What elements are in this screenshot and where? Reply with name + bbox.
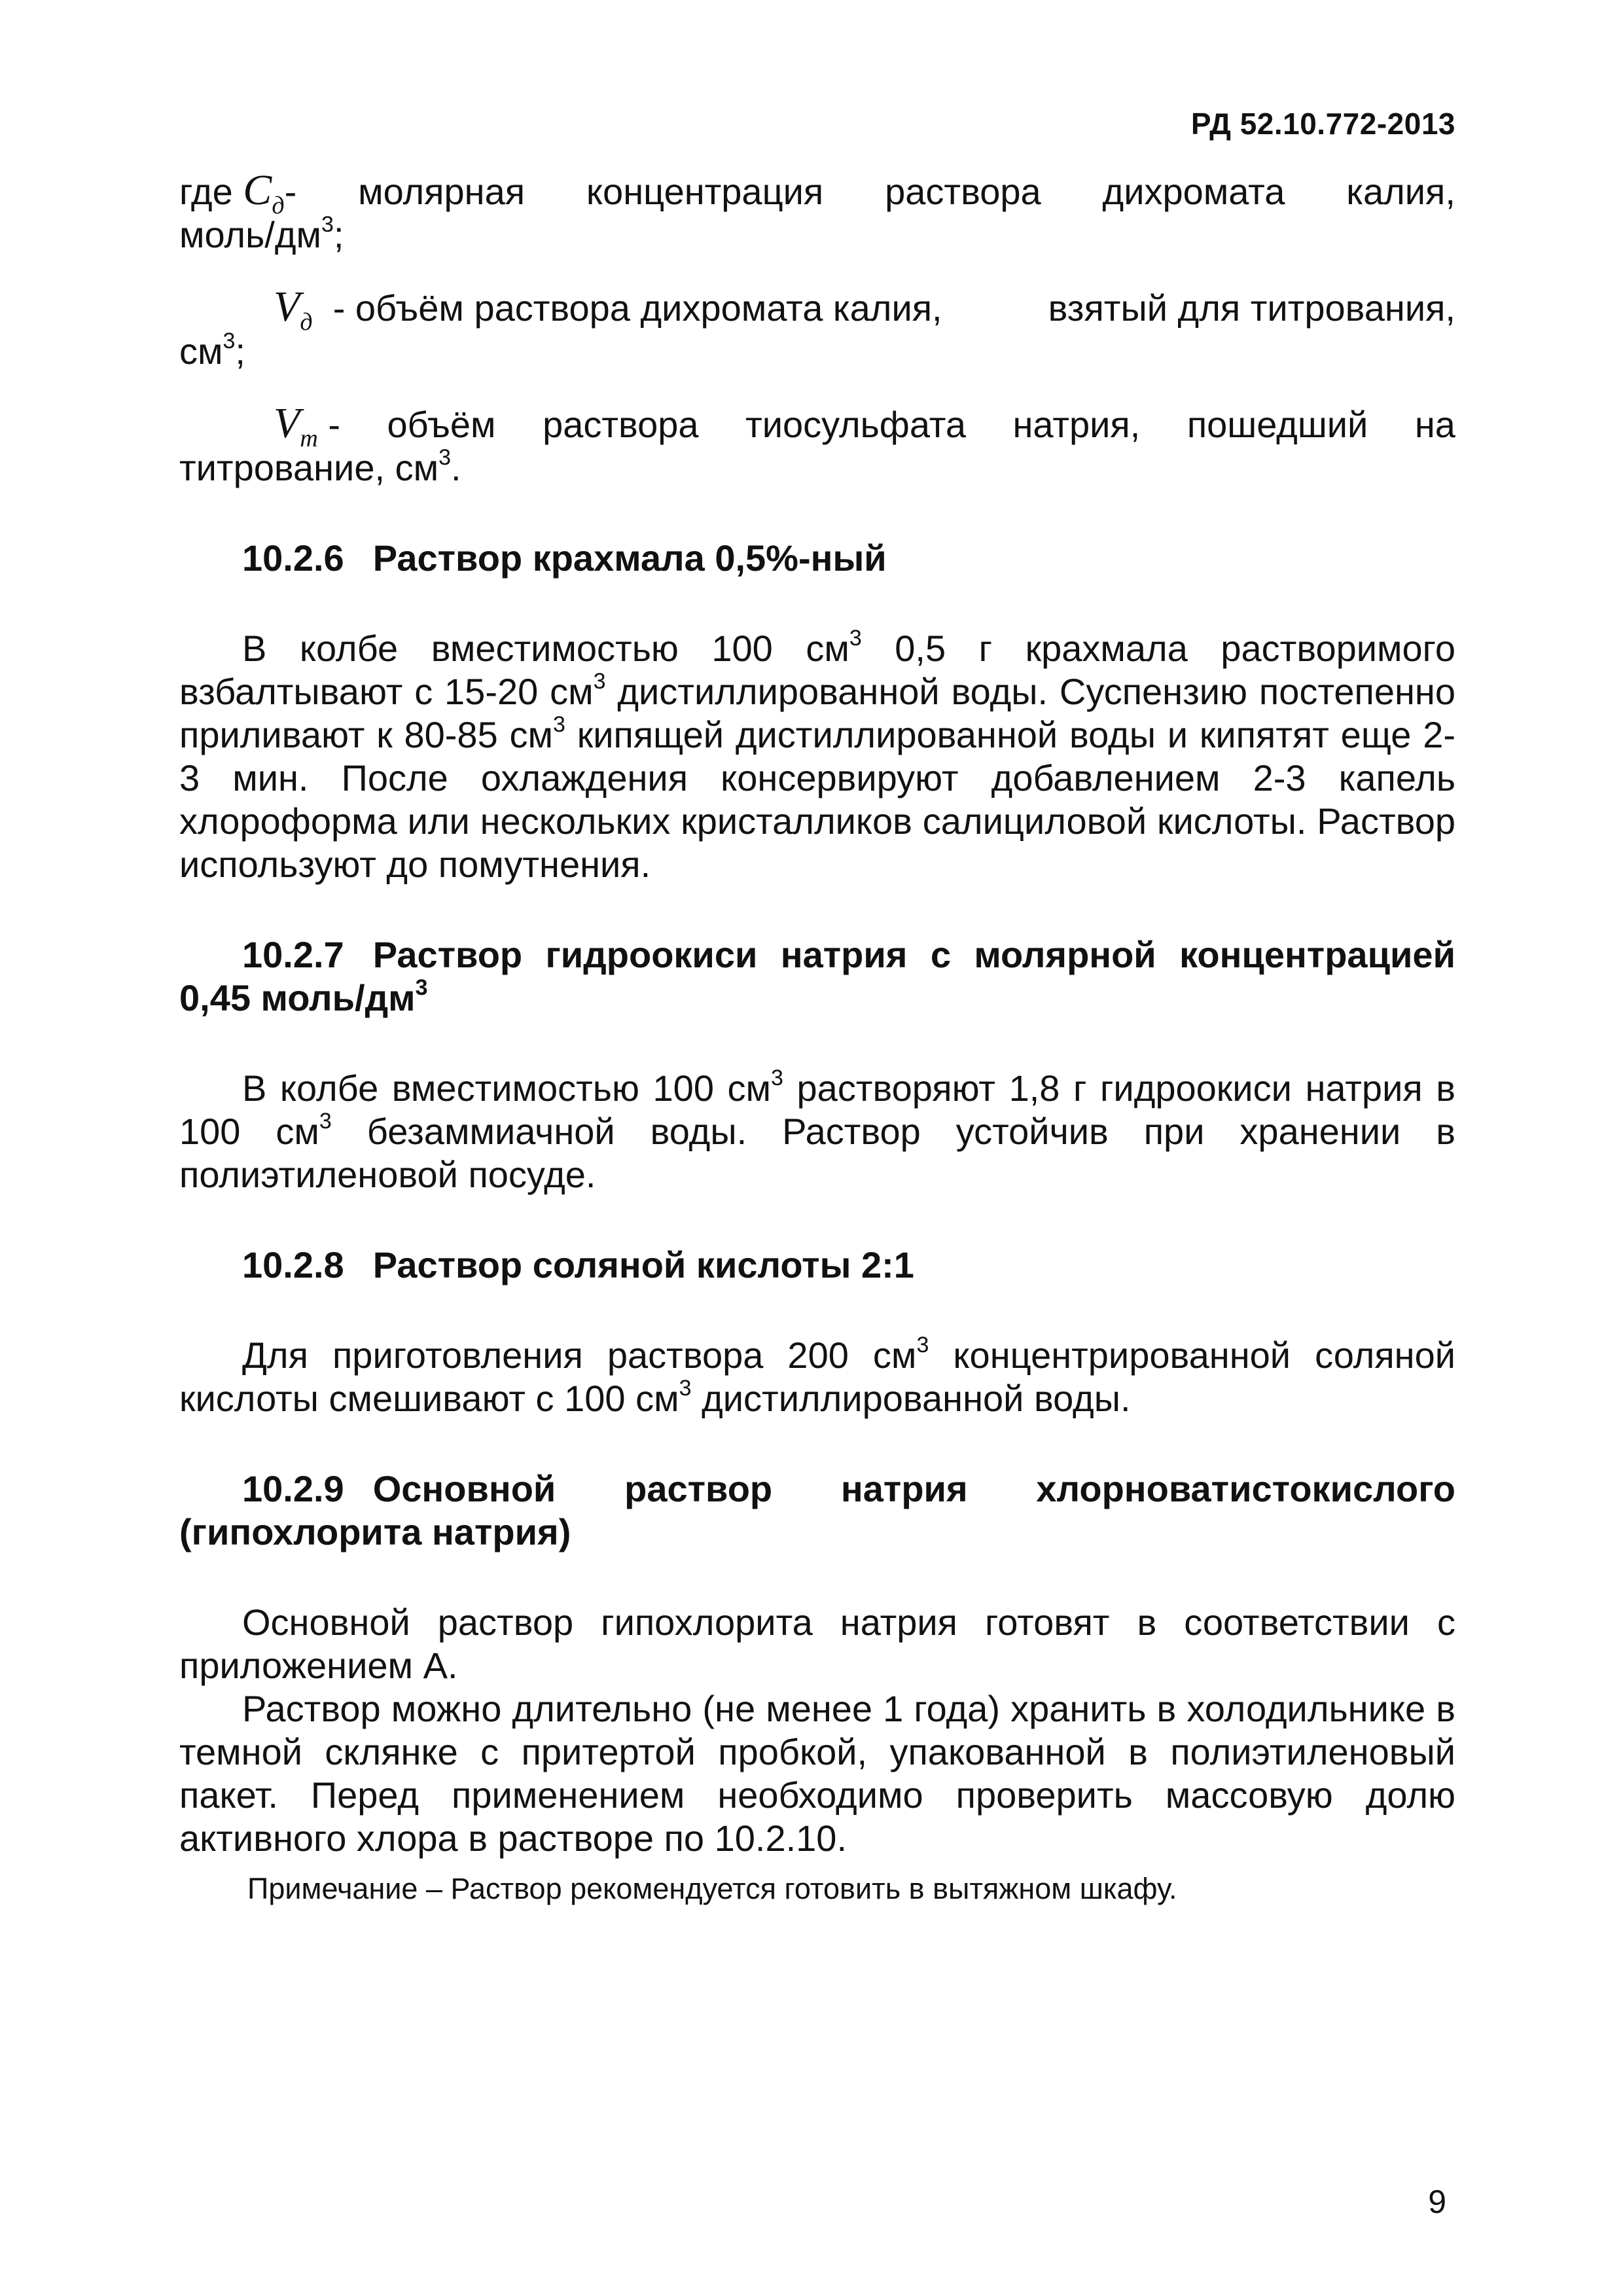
definition-vt-unit: титрование, $см^3$.	[179, 445, 461, 488]
section-10-2-7-text: В колбе вместимостью 100 $см^3$ растворяют 1,8 г гидроокиси натрия в 100 $см^3$ безаммиачной воды. Раствор устойчив при хранении в полиэтиленовой посуде.	[179, 1066, 1455, 1195]
symbol-cd: $C_д$	[243, 166, 285, 220]
definition-word: пошедший	[1186, 404, 1368, 445]
definition-cd-row	[179, 166, 1455, 220]
section-heading-10-2-6: 10.2.6 Раствор крахмала 0,5%-ный	[242, 537, 887, 579]
definition-word: дихромата	[1102, 171, 1285, 212]
section-10-2-9-text-2: Раствор можно длительно (не менее 1 года) хранить в холодильнике в темной склянке с притертой пробкой, упакованной в полиэтиленовый пакет. Перед применением необходимо проверить массовую долю активного хлора в растворе по 10.2.10.	[179, 1688, 1455, 1859]
document-code: РД 52.10.772-2013	[1190, 107, 1455, 141]
section-heading-10-2-7: 10.2.7 Раствор гидроокиси натрия с молярной концентрацией 0,45 моль/$дм^3$	[179, 934, 1455, 1018]
section-10-2-6-text: В колбе вместимостью 100 $см^3$ 0,5 г крахмала растворимого взбалтывают с 15-20 $см^3$ дистиллированной воды. Суспензию постепенно приливают к 80-85 $см^3$ кипящей дистиллированной воды и кипятят еще 2-3 мин. После охлаждения консервируют добавлением 2-3 капель хлороформа или нескольких кристалликов салициловой кислоты. Раствор используют до помутнения.	[179, 626, 1455, 885]
section-10-2-9-note: Примечание – Раствор рекомендуется готовить в вытяжном шкафу.	[247, 1872, 1177, 1905]
definition-lead: где $C_д-$	[179, 166, 297, 220]
definition-word: калия,	[1346, 171, 1455, 212]
definition-word: концентрация	[586, 171, 824, 212]
definition-vt-row	[179, 399, 1455, 453]
definition-word: на	[1414, 404, 1455, 445]
definition-word: молярная	[358, 171, 526, 212]
definition-word: тиосульфата	[745, 404, 966, 445]
definition-word: натрия,	[1012, 404, 1141, 445]
symbol-vt: $V_т$	[274, 399, 318, 453]
definition-cd-unit: моль/$дм^3$;	[179, 212, 344, 255]
definition-word: объём	[387, 404, 496, 445]
section-heading-10-2-9: 10.2.9 Основной раствор натрия хлорноватистокислого (гипохлорита натрия)	[179, 1468, 1455, 1552]
section-10-2-9-text-1: Основной раствор гипохлорита натрия готовят в соответствии с приложением А.	[179, 1602, 1455, 1686]
definition-word: раствора	[885, 171, 1041, 212]
definition-vd-unit: $см^3$;	[179, 329, 245, 372]
symbol-vd: $V_д$	[274, 283, 313, 336]
page-number: 9	[1428, 2183, 1446, 2220]
section-10-2-8-text: Для приготовления раствора 200 $см^3$ концентрированной соляной кислоты смешивают с 100 $см^3$ дистиллированной воды.	[179, 1333, 1455, 1419]
definition-lead: $V_т$ -	[274, 399, 340, 453]
definition-lead: $V_д$ - объём раствора дихромата калия,	[274, 283, 942, 336]
definition-vd-row	[179, 283, 1455, 336]
page-content	[179, 166, 1455, 1909]
definition-word: взятый для титрования,	[1048, 287, 1455, 329]
section-heading-10-2-8: 10.2.8 Раствор соляной кислоты 2:1	[242, 1244, 914, 1285]
definition-word: раствора	[543, 404, 699, 445]
